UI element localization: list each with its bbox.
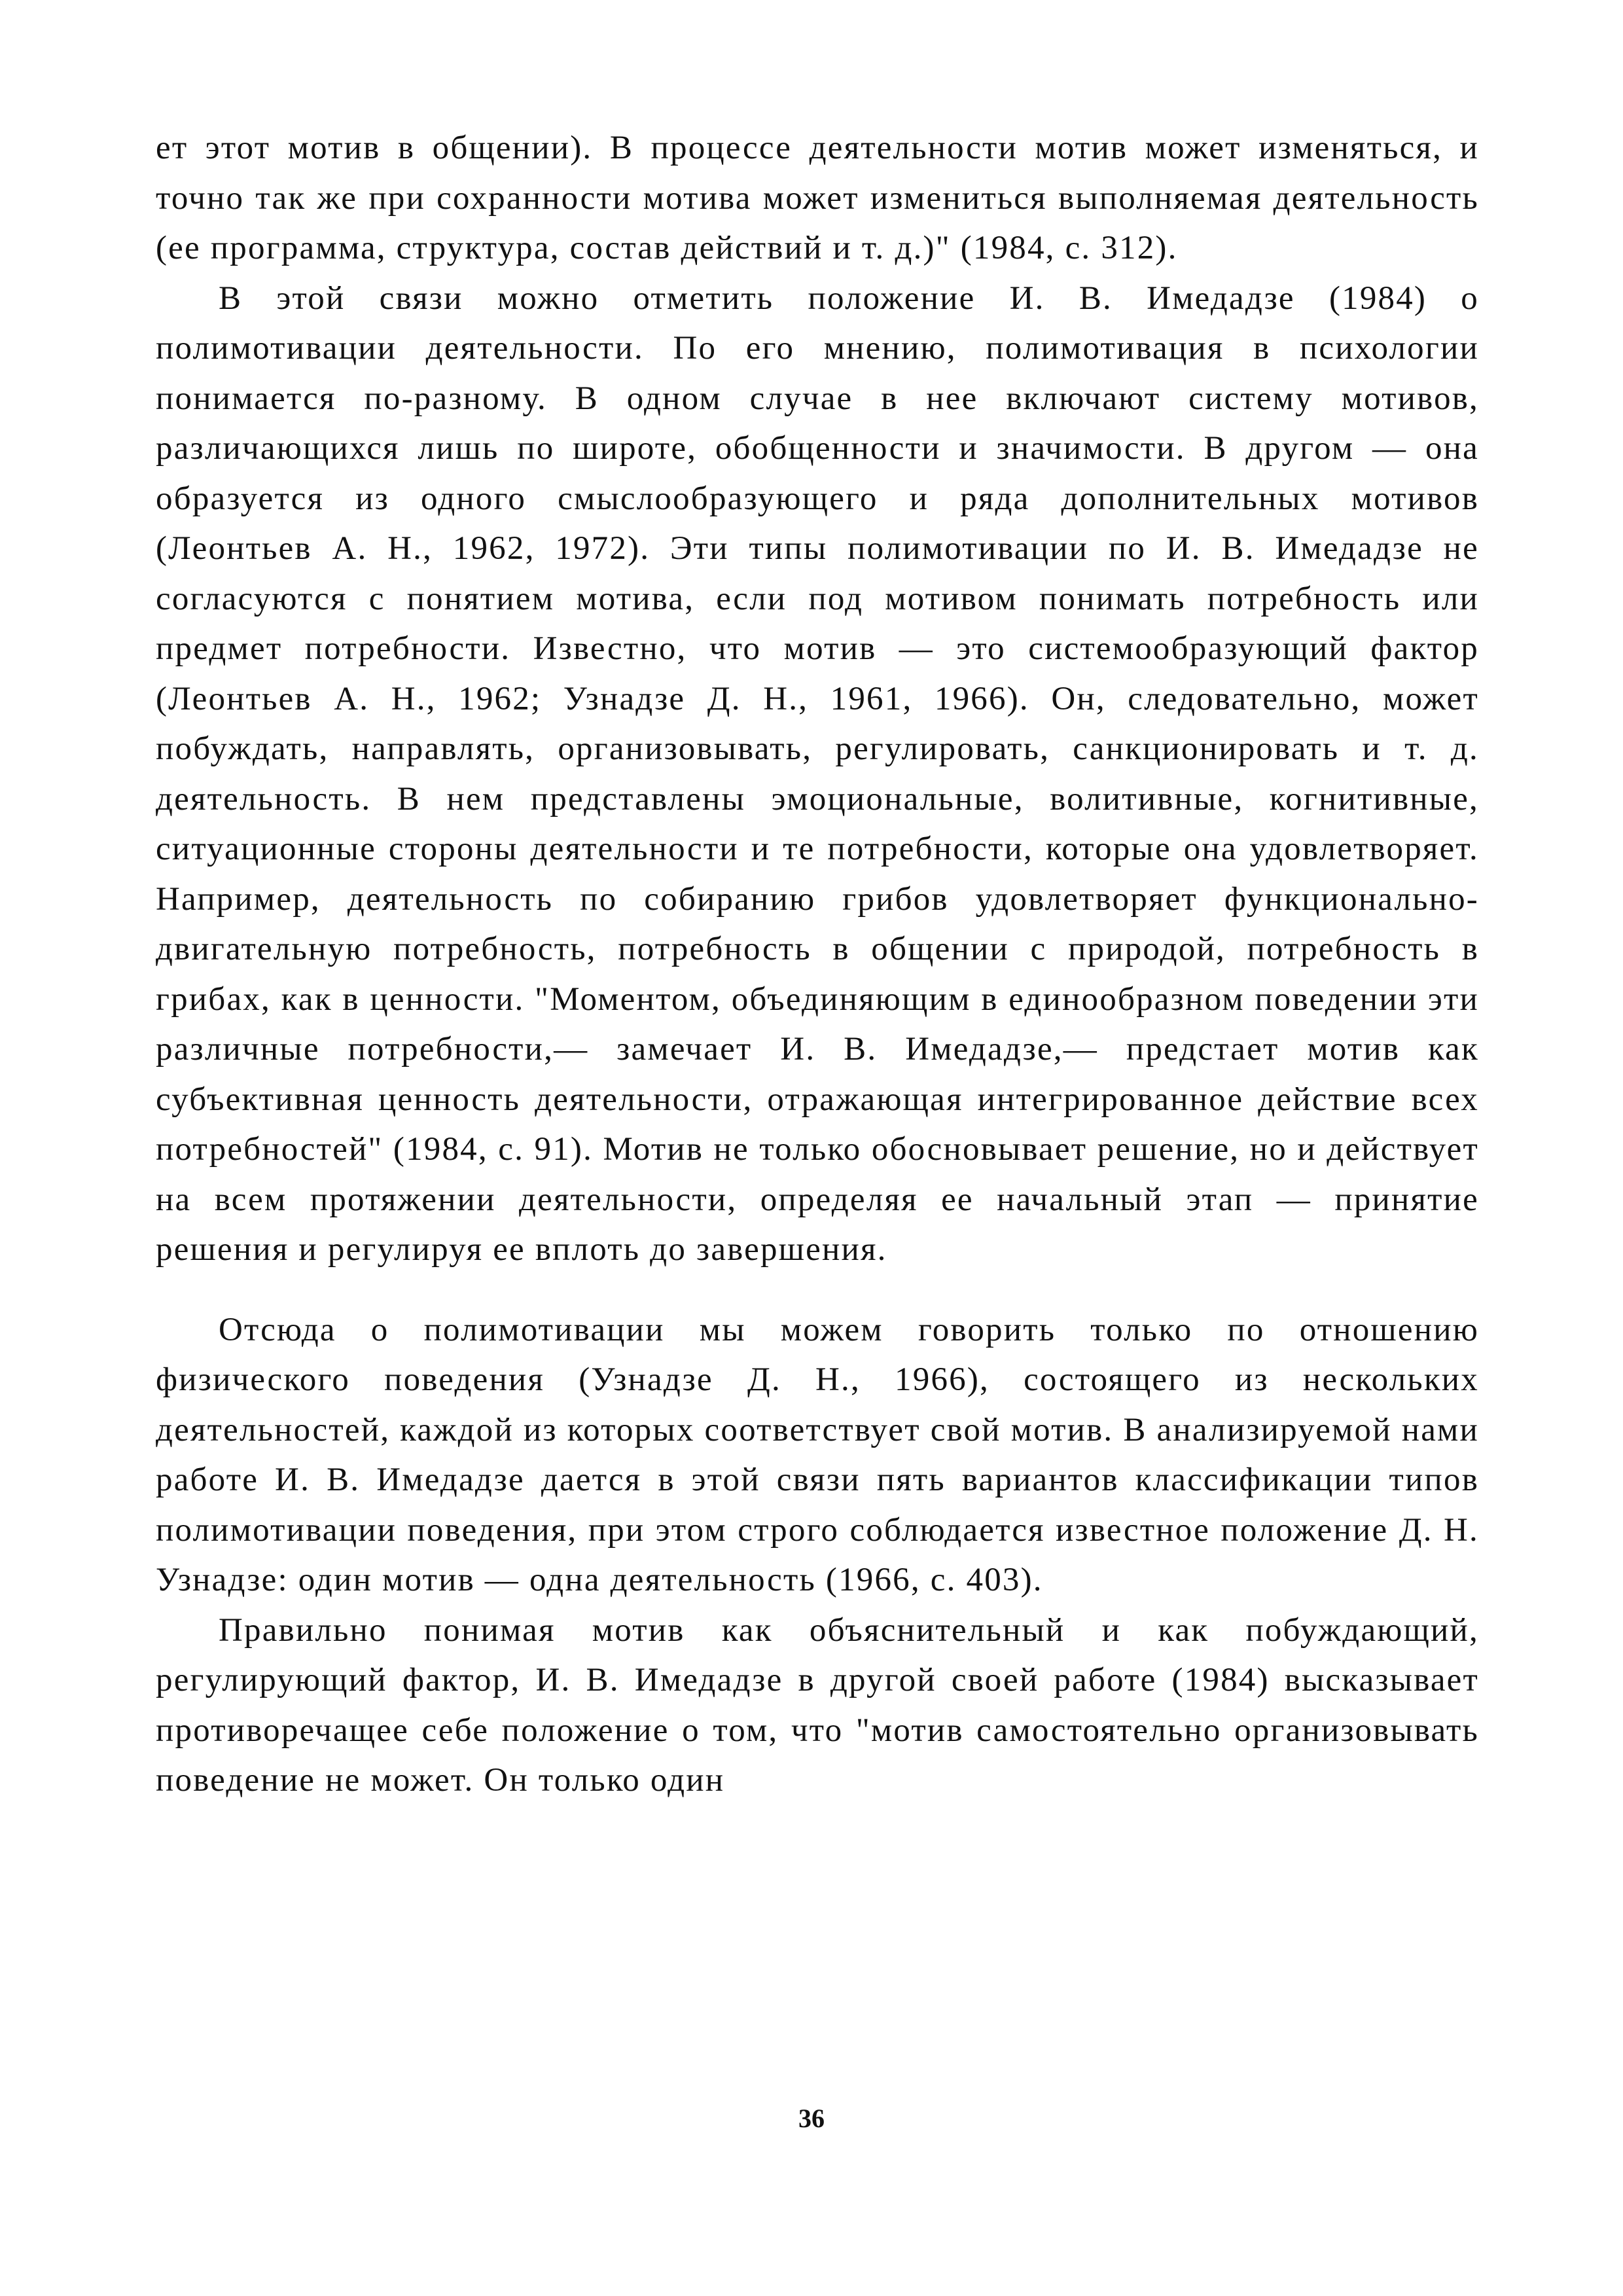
paragraph-continuation: ет этот мотив в общении). В процессе деятельности мотив может изменяться, и точно так же при сохранности мотива может измениться выполняемая деятельность (ее программа, структура, состав действий и т. д.)" (1984, с. 312). (156, 130, 1479, 266)
page-number: 36 (798, 2104, 825, 2133)
paragraph-motive-regulation: Правильно понимая мотив как объяснительный и как побуждающий, регулирующий фактор, И. В. Имедадзе в другой своей работе (1984) высказывает противоречащее себе положение о том, что "мотив самостоятельно организовывать поведение не может. Он только один (156, 1611, 1479, 1799)
paragraph-physical-behavior: Отсюда о полимотивации мы можем говорить только по отношению физического поведения (Узнадзе Д. Н., 1966), состоящего из нескольких деятельностей, каждой из которых соответствует свой мотив. В анализируемой нами работе И. В. Имедадзе дается в этой связи пять вариантов классификации типов полимотивации поведения, при этом строго соблюдается известное положение Д. Н. Узнадзе: один мотив — одна деятельность (1966, с. 403). (156, 1311, 1479, 1598)
paragraph-polymotivation: В этой связи можно отметить положение И. В. Имедадзе (1984) о полимотивации деятельности. По его мнению, полимотивация в психологии понимается по-разному. В одном случае в нее включают систему мотивов, различающихся лишь по широте, обобщенности и значимости. В другом — она образуется из одного смыслообразующего и ряда дополнительных мотивов (Леонтьев А. Н., 1962, 1972). Эти типы полимотивации по И. В. Имедадзе не согласуются с понятием мотива, если под мотивом понимать потребность или предмет потребности. Известно, что мотив — это системообразующий фактор (Леонтьев А. Н., 1962; Узнадзе Д. Н., 1961, 1966). Он, следовательно, может побуждать, направлять, организовывать, регулировать, санкционировать и т. д. деятельность. В нем представлены эмоциональные, волитивные, когнитивные, ситуационные стороны деятельности и те потребности, которые она удовлетворяет. Например, деятельность по собиранию грибов удовлетворяет функционально-двигательную потребность, потребность в общении с природой, потребность в грибах, как в ценности. "Моментом, объединяющим в единообразном поведении эти различные потребности,— замечает И. В. Имедадзе,— предстает мотив как субъективная ценность деятельности, отражающая интегрированное действие всех потребностей" (1984, с. 91). Мотив не только обосновывает решение, но и действует на всем протяжении деятельности, определяя ее начальный этап — принятие решения и регулируя ее вплоть до завершения. (156, 279, 1479, 1268)
page-body (156, 123, 1479, 1806)
